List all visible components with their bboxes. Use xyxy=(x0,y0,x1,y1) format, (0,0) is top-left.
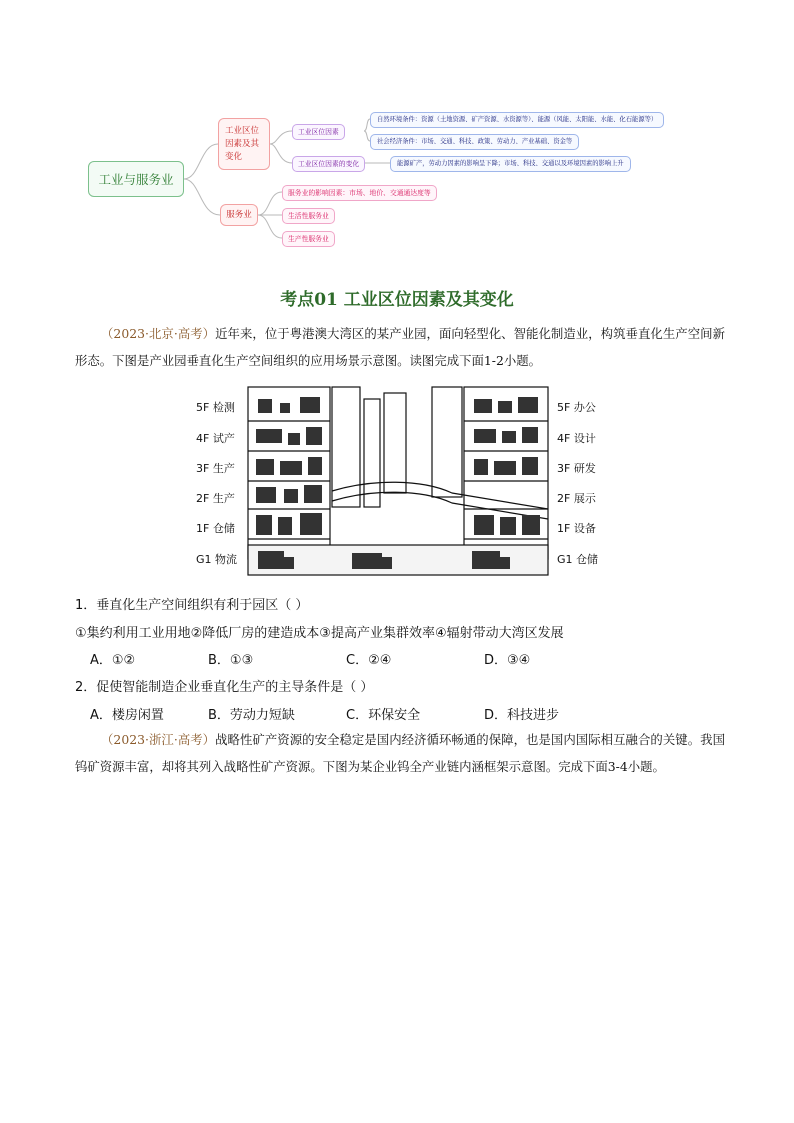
mindmap-node-industry xyxy=(218,118,270,170)
question-2-option-b[interactable]: B．劳动力短缺 xyxy=(208,708,295,723)
figure-right-label-g1: G1 仓储 xyxy=(557,553,599,566)
vertical-production-figure xyxy=(192,383,602,579)
question-1-options xyxy=(90,649,584,668)
question-2-options xyxy=(90,704,584,723)
figure-left-label-3f: 3F 生产 xyxy=(196,462,235,475)
figure-left-label-g1: G1 物流 xyxy=(196,553,238,566)
mindmap-natural-factors: 自然环境条件：资源（土地资源、矿产资源、水资源等）、能源（风能、太阳能、水能、化石能源等） xyxy=(370,112,664,128)
question-1-option-c[interactable]: C．②④ xyxy=(346,653,392,668)
question-1-option-a[interactable]: A．①② xyxy=(90,653,136,668)
question-2-option-c[interactable]: C．环保安全 xyxy=(346,708,421,723)
figure-right-label-4f: 4F 设计 xyxy=(557,432,596,445)
figure-left-label-4f: 4F 试产 xyxy=(196,432,235,445)
question-2-stem: 2．促使智能制造企业垂直化生产的主导条件是（ ） xyxy=(75,680,374,695)
mindmap-node-change: 工业区位因素的变化 xyxy=(292,156,365,172)
passage-2-source: （2023·浙江·高考） xyxy=(101,732,216,747)
question-1-stem: 1．垂直化生产空间组织有利于园区（ ） xyxy=(75,598,309,613)
mindmap-node-factors: 工业区位因素 xyxy=(292,124,345,140)
passage-2 xyxy=(75,726,725,780)
passage-1-text: 近年来，位于粤港澳大湾区的某产业园，面向轻型化、智能化制造业，构筑垂直化生产空间新形态。下图是产业园垂直化生产空间组织的应用场景示意图。读图完成下面1-2小题。 xyxy=(75,326,725,368)
mindmap-node-industry-label: 工业区位因素及其变化 xyxy=(225,125,260,162)
mindmap-service-production: 生产性服务业 xyxy=(282,231,335,247)
question-2-option-d[interactable]: D．科技进步 xyxy=(484,708,560,723)
mindmap-root: 工业与服务业 xyxy=(88,161,184,197)
figure-left-label-5f: 5F 检测 xyxy=(196,401,235,414)
question-2-option-a[interactable]: A．楼房闲置 xyxy=(90,708,164,723)
figure-right-label-3f: 3F 研发 xyxy=(557,462,596,475)
figure-right-label-5f: 5F 办公 xyxy=(557,401,596,414)
question-1-statements: ①集约利用工业用地②降低厂房的建造成本③提高产业集群效率④辐射带动大湾区发展 xyxy=(75,626,564,641)
mindmap-node-service: 服务业 xyxy=(220,204,258,226)
figure-left-label-1f: 1F 仓储 xyxy=(196,522,235,535)
passage-1-source: （2023·北京·高考） xyxy=(101,326,216,341)
figure-right-label-1f: 1F 设备 xyxy=(557,522,596,535)
mindmap-service-life: 生活性服务业 xyxy=(282,208,335,224)
figure-illustration xyxy=(192,383,602,579)
question-1-option-b[interactable]: B．①③ xyxy=(208,653,254,668)
mindmap-connectors xyxy=(0,0,794,260)
passage-1 xyxy=(75,320,725,374)
mindmap-social-factors: 社会经济条件：市场、交通、科技、政策、劳动力、产业基础、资金等 xyxy=(370,134,579,150)
figure-right-label-2f: 2F 展示 xyxy=(557,492,596,505)
section-title: 考点01 工业区位因素及其变化 xyxy=(280,290,514,310)
mindmap-change-detail: 能源矿产，劳动力因素的影响呈下降；市场、科技、交通以及环境因素的影响上升 xyxy=(390,156,631,172)
figure-left-label-2f: 2F 生产 xyxy=(196,492,235,505)
passage-2-text: 战略性矿产资源的安全稳定是国内经济循环畅通的保障，也是国内国际相互融合的关键。我国钨矿资源丰富，却将其列入战略性矿产资源。下图为某企业钨全产业链内涵框架示意图。完成下面3-4小题。 xyxy=(75,732,725,774)
mindmap-service-influence: 服务业的影响因素：市场、地价、交通通达度等 xyxy=(282,185,437,201)
question-1-option-d[interactable]: D．③④ xyxy=(484,653,531,668)
knowledge-mindmap xyxy=(0,0,794,260)
